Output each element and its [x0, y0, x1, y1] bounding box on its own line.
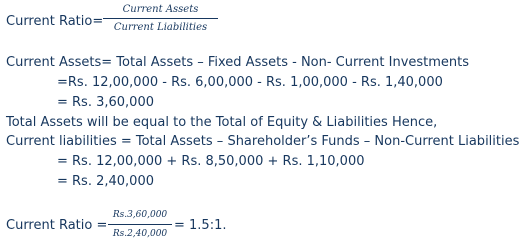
- current-liabilities-formula: Current liabilities = Total Assets – Shareholder’s Funds – Non-Current Liabilities: [6, 134, 520, 149]
- formula-numerator: Current Assets: [122, 4, 199, 15]
- total-assets-note: Total Assets will be equal to the Total of Equity & Liabilities Hence,: [6, 115, 438, 130]
- ratio-numerator: Rs.3,60,000: [112, 210, 168, 220]
- current-assets-calculation: =Rs. 12,00,000 - Rs. 6,00,000 - Rs. 1,00,000 - Rs. 1,40,000: [57, 75, 443, 90]
- current-ratio-label: Current Ratio=: [6, 14, 104, 29]
- current-liabilities-result: = Rs. 2,40,000: [57, 174, 154, 189]
- current-ratio-values: [108, 210, 172, 239]
- current-ratio-value: = 1.5:1.: [174, 218, 227, 233]
- current-assets-formula: Current Assets= Total Assets – Fixed Assets - Non- Current Investments: [6, 55, 470, 70]
- ratio-denominator: Rs.2,40,000: [112, 229, 168, 239]
- current-assets-result: = Rs. 3,60,000: [57, 95, 154, 110]
- current-ratio-formula: [103, 4, 218, 33]
- current-ratio-result-label: Current Ratio =: [6, 218, 108, 233]
- current-liabilities-calculation: = Rs. 12,00,000 + Rs. 8,50,000 + Rs. 1,10,000: [57, 154, 365, 169]
- formula-denominator: Current Liabilities: [113, 22, 208, 33]
